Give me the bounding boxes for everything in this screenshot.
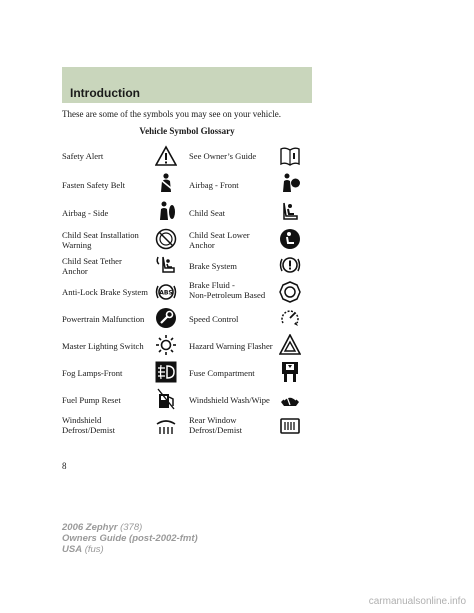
child-seat-warning-icon — [155, 228, 177, 250]
symbol-label: Brake System — [189, 261, 237, 271]
speed-control-icon — [279, 307, 301, 329]
glossary-title: Vehicle Symbol Glossary — [139, 126, 235, 136]
symbol-label: Child Seat Installation Warning — [62, 230, 139, 250]
fuel-pump-reset-icon — [155, 388, 177, 410]
footer-market: USA — [62, 544, 83, 555]
symbol-label: Fuel Pump Reset — [62, 395, 121, 405]
abs-icon — [155, 281, 177, 303]
airbag-front-icon — [279, 172, 301, 194]
document-footer — [62, 522, 198, 555]
symbol-label: Anti-Lock Brake System — [62, 287, 148, 297]
footer-model: 2006 Zephyr — [62, 522, 118, 533]
front-defrost-icon — [155, 415, 177, 437]
brake-system-icon — [279, 254, 301, 276]
tether-anchor-icon — [155, 254, 177, 276]
warning-triangle-icon — [155, 145, 177, 167]
wrench-icon — [155, 307, 177, 329]
symbol-label: Master Lighting Switch — [62, 341, 144, 351]
light-switch-icon — [155, 334, 177, 356]
watermark: carmanualsonline.info — [368, 596, 466, 607]
intro-text: These are some of the symbols you may see on your vehicle. — [62, 109, 281, 119]
symbol-label: Hazard Warning Flasher — [189, 341, 273, 351]
brake-fluid-icon — [279, 281, 301, 303]
footer-guide: Owners Guide (post-2002-fmt) — [62, 533, 198, 544]
washer-icon — [279, 388, 301, 410]
symbol-label: See Owner’s Guide — [189, 151, 257, 161]
symbol-label: Fasten Safety Belt — [62, 180, 126, 190]
symbol-label: Rear Window Defrost/Demist — [189, 415, 242, 435]
symbol-label: Windshield Defrost/Demist — [62, 415, 115, 435]
symbol-label: Child Seat Tether Anchor — [62, 256, 122, 276]
fuse-icon — [279, 361, 301, 383]
footer-model-code: (378) — [120, 522, 143, 533]
symbol-label: Brake Fluid - Non-Petroleum Based — [189, 280, 266, 300]
symbol-label: Airbag - Front — [189, 180, 239, 190]
symbol-label: Airbag - Side — [62, 208, 109, 218]
section-header-band — [62, 67, 312, 103]
seat-belt-icon — [155, 172, 177, 194]
symbol-label: Child Seat — [189, 208, 226, 218]
symbol-label: Fuse Compartment — [189, 368, 255, 378]
footer-market-code: (fus) — [84, 544, 104, 555]
section-title: Introduction — [70, 86, 140, 100]
svg-text:ABS: ABS — [159, 289, 173, 297]
airbag-side-icon — [155, 200, 177, 222]
symbol-label: Fog Lamps-Front — [62, 368, 123, 378]
symbol-label: Windshield Wash/Wipe — [189, 395, 270, 405]
symbol-label: Child Seat Lower Anchor — [189, 230, 250, 250]
hazard-icon — [279, 334, 301, 356]
child-seat-icon — [279, 200, 301, 222]
symbol-label: Speed Control — [189, 314, 239, 324]
page-number: 8 — [62, 461, 67, 471]
rear-defrost-icon — [279, 415, 301, 437]
fog-lamp-icon — [155, 361, 177, 383]
symbol-label: Powertrain Malfunction — [62, 314, 145, 324]
symbol-label: Safety Alert — [62, 151, 104, 161]
book-icon — [279, 145, 301, 167]
child-seat-anchor-icon — [279, 228, 301, 250]
